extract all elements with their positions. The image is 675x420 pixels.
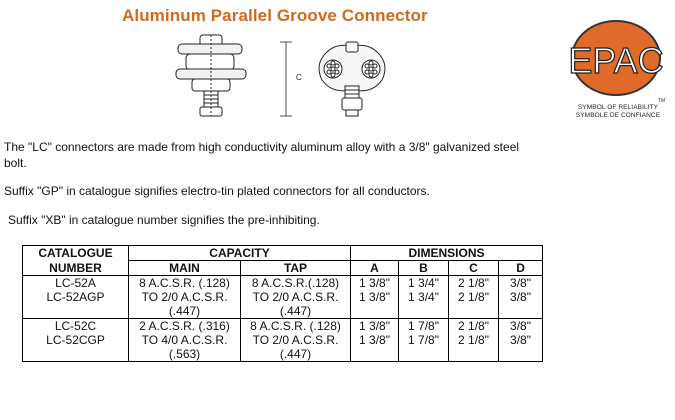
- main-cell: TO 4/0 A.C.S.R. (.563): [129, 333, 241, 362]
- table-subheader-row: [23, 261, 543, 276]
- dim-d-cell: 3/8": [499, 290, 543, 319]
- dim-d-cell: 3/8": [499, 333, 543, 362]
- header-main: MAIN: [129, 261, 241, 276]
- dim-c-cell: 2 1/8": [449, 276, 499, 291]
- suffix-gp-note: Suffix "GP" in catalogue signifies electro-tin plated connectors for all conductors.: [4, 184, 430, 198]
- header-number: NUMBER: [23, 261, 129, 276]
- dim-b-cell: 1 3/4": [399, 276, 449, 291]
- logo-text: EPAC: [568, 40, 664, 81]
- header-capacity: CAPACITY: [129, 246, 351, 261]
- dim-a-cell: 1 3/8": [351, 290, 399, 319]
- logo-mark: [566, 16, 670, 104]
- main-cell: 8 A.C.S.R. (.128): [129, 276, 241, 291]
- header-catalogue: CATALOGUE: [23, 246, 129, 261]
- header-a: A: [351, 261, 399, 276]
- dim-b-cell: 1 3/4": [399, 290, 449, 319]
- dim-a-cell: 1 3/8": [351, 276, 399, 291]
- header-d: D: [499, 261, 543, 276]
- catalogue-cell: LC-52A: [23, 276, 129, 291]
- description-paragraph: The "LC" connectors are made from high conductivity aluminum alloy with a 3/8" galvanized steel bolt.: [4, 140, 520, 170]
- table-row: [23, 276, 543, 291]
- tap-cell: TO 2/0 A.C.S.R. (.447): [241, 290, 351, 319]
- table-header-row: [23, 246, 543, 261]
- trademark-mark: TM: [658, 98, 666, 104]
- header-b: B: [399, 261, 449, 276]
- catalogue-cell: LC-52CGP: [23, 333, 129, 362]
- tap-cell: TO 2/0 A.C.S.R. (.447): [241, 333, 351, 362]
- table-row: [23, 290, 543, 319]
- header-tap: TAP: [241, 261, 351, 276]
- dim-d-cell: 3/8": [499, 319, 543, 334]
- dim-a-cell: 1 3/8": [351, 333, 399, 362]
- connector-drawing: [170, 32, 420, 127]
- connector-end-view: [319, 42, 385, 116]
- table-row: [23, 333, 543, 362]
- header-dimensions: DIMENSIONS: [351, 246, 543, 261]
- epac-logo: [566, 16, 670, 128]
- dim-b-cell: 1 7/8": [399, 333, 449, 362]
- dim-c-cell: 2 1/8": [449, 333, 499, 362]
- dim-d-cell: 3/8": [499, 276, 543, 291]
- suffix-xb-note: Suffix "XB" in catalogue number signifies the pre-inhibiting.: [8, 213, 320, 227]
- logo-tagline-en: SYMBOL OF RELIABILITY: [577, 104, 659, 111]
- connector-side-view: [176, 35, 246, 116]
- logo-tagline-fr: SYMBOLE DE CONFIANCE: [575, 112, 661, 119]
- main-cell: TO 2/0 A.C.S.R. (.447): [129, 290, 241, 319]
- tap-cell: 8 A.C.S.R.(.128): [241, 276, 351, 291]
- dim-b-cell: 1 7/8": [399, 319, 449, 334]
- catalogue-cell: LC-52C: [23, 319, 129, 334]
- dimension-c-label: C: [296, 73, 302, 82]
- dim-a-cell: 1 3/8": [351, 319, 399, 334]
- catalogue-cell: LC-52AGP: [23, 290, 129, 319]
- tap-cell: 8 A.C.S.R. (.128): [241, 319, 351, 334]
- page-title: Aluminum Parallel Groove Connector: [122, 6, 428, 25]
- dim-c-cell: 2 1/8": [449, 319, 499, 334]
- header-c: C: [449, 261, 499, 276]
- table-row: [23, 319, 543, 334]
- dimension-c-marker: [280, 42, 292, 116]
- main-cell: 2 A.C.S.R. (.316): [129, 319, 241, 334]
- dim-c-cell: 2 1/8": [449, 290, 499, 319]
- specification-table: [22, 245, 543, 362]
